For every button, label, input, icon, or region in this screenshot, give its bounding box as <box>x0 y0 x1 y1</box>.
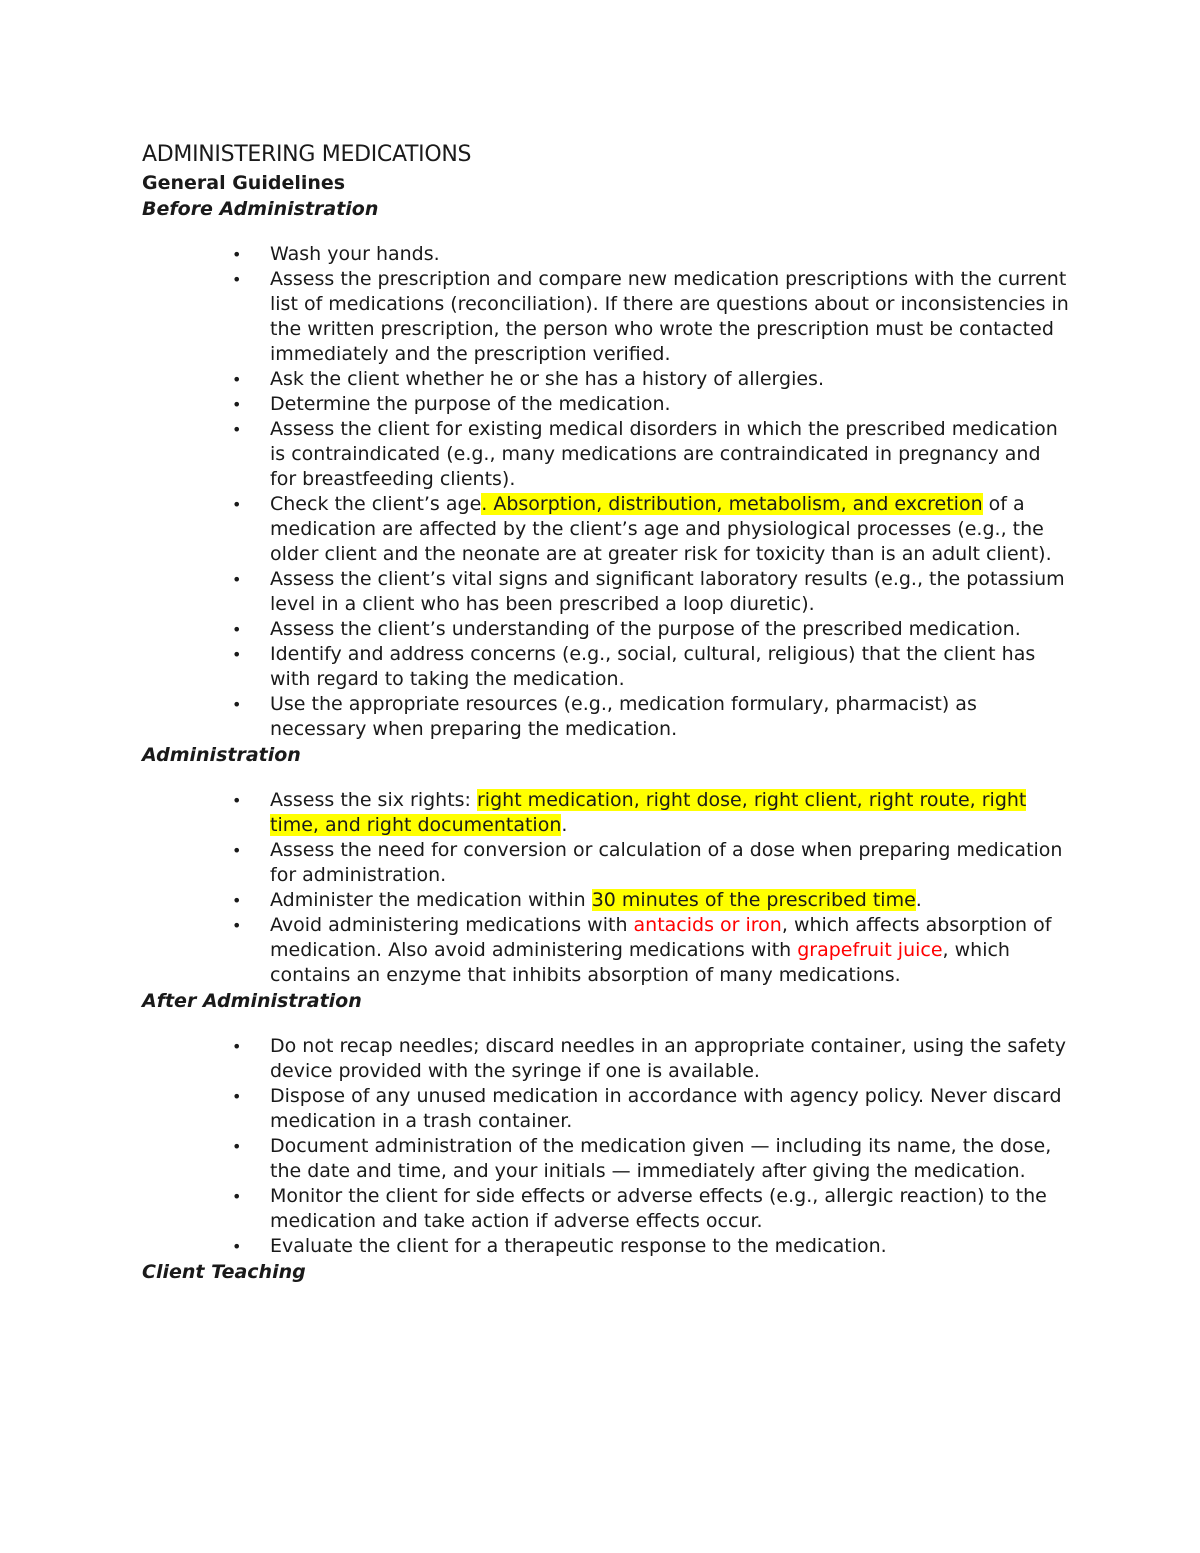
item-text: Determine the purpose of the medication. <box>270 393 671 415</box>
item-text: Dispose of any unused medication in accordance with agency policy. Never discard medication in a trash container. <box>270 1085 1062 1132</box>
list-item <box>142 1084 1072 1134</box>
list-item <box>142 617 1072 642</box>
list-item <box>142 888 1072 913</box>
section-heading: Administration <box>142 744 301 766</box>
bullet-icon: • <box>232 270 242 289</box>
list-item <box>142 417 1072 492</box>
sections-container <box>142 196 1072 1285</box>
bullet-icon: • <box>232 395 242 414</box>
bullet-list <box>142 1034 1072 1259</box>
list-item <box>142 1034 1072 1084</box>
list-item <box>142 838 1072 888</box>
section-heading: After Administration <box>142 990 362 1012</box>
item-text: Avoid administering medications with <box>270 914 634 936</box>
bullet-icon: • <box>232 495 242 514</box>
bullet-icon: • <box>232 645 242 664</box>
list-item <box>142 1184 1072 1234</box>
item-text: Assess the client’s vital signs and significant laboratory results (e.g., the potassium level in a client who has been prescribed a loop diuretic). <box>270 568 1065 615</box>
highlighted-text: . Absorption, distribution, metabolism, and excretion <box>481 493 983 515</box>
item-text: Administer the medication within <box>270 889 592 911</box>
bullet-icon: • <box>232 1087 242 1106</box>
red-emphasis-text: antacids or iron <box>633 914 782 936</box>
item-text: Do not recap needles; discard needles in an appropriate container, using the safety device provided with the syringe if one is available. <box>270 1035 1066 1082</box>
bullet-list <box>142 788 1072 988</box>
item-text: Use the appropriate resources (e.g., medication formulary, pharmacist) as necessary when preparing the medication. <box>270 693 977 740</box>
bullet-icon: • <box>232 891 242 910</box>
item-text: Ask the client whether he or she has a history of allergies. <box>270 368 824 390</box>
bullet-list <box>142 242 1072 742</box>
section-heading: Client Teaching <box>142 1261 306 1283</box>
item-text: Check the client’s age <box>270 493 482 515</box>
bullet-icon: • <box>232 370 242 389</box>
list-item <box>142 492 1072 567</box>
item-text: Assess the need for conversion or calculation of a dose when preparing medication for administration. <box>270 839 1063 886</box>
item-text: Assess the client’s understanding of the purpose of the prescribed medication. <box>270 618 1021 640</box>
bullet-icon: • <box>232 620 242 639</box>
red-emphasis-text: grapefruit juice <box>797 939 943 961</box>
section-heading: Before Administration <box>142 198 379 220</box>
item-text: . <box>915 889 922 911</box>
item-text: Assess the six rights: <box>270 789 477 811</box>
item-text: Assess the prescription and compare new medication prescriptions with the current list of medications (reconciliation). If there are questions about or inconsistencies in the written prescription, the person who wrote the prescription must be contacted immediately and the prescription verified. <box>270 268 1069 365</box>
bullet-icon: • <box>232 1037 242 1056</box>
bullet-icon: • <box>232 245 242 264</box>
bullet-icon: • <box>232 570 242 589</box>
bullet-icon: • <box>232 1137 242 1156</box>
bullet-icon: • <box>232 791 242 810</box>
highlighted-text: 30 minutes of the prescribed time <box>591 889 916 911</box>
item-text: , which affects absorption of medication. Also avoid administering medications with <box>270 914 1052 961</box>
item-text: Evaluate the client for a therapeutic response to the medication. <box>270 1235 887 1257</box>
item-text: Document administration of the medication given — including its name, the dose, the date and time, and your initials — immediately after giving the medication. <box>270 1135 1052 1182</box>
list-item <box>142 242 1072 267</box>
item-text: Monitor the client for side effects or adverse effects (e.g., allergic reaction) to the medication and take action if adverse effects occur. <box>270 1185 1047 1232</box>
list-item <box>142 267 1072 367</box>
list-item <box>142 692 1072 742</box>
list-item <box>142 1234 1072 1259</box>
item-text: . <box>561 814 568 836</box>
bullet-icon: • <box>232 916 242 935</box>
list-item <box>142 1134 1072 1184</box>
bullet-icon: • <box>232 420 242 439</box>
bullet-icon: • <box>232 695 242 714</box>
list-item <box>142 392 1072 417</box>
list-item <box>142 788 1072 838</box>
item-text: of a medication are affected by the client’s age and physiological processes (e.g., the older client and the neonate are at greater risk for toxicity than is an adult client). <box>270 493 1052 565</box>
bullet-icon: • <box>232 841 242 860</box>
document-subtitle: General Guidelines <box>142 172 346 194</box>
item-text: Identify and address concerns (e.g., social, cultural, religious) that the client has with regard to taking the medication. <box>270 643 1036 690</box>
bullet-icon: • <box>232 1237 242 1256</box>
bullet-icon: • <box>232 1187 242 1206</box>
list-item <box>142 367 1072 392</box>
document-page <box>142 140 1072 1285</box>
list-item <box>142 913 1072 988</box>
item-text: , which contains an enzyme that inhibits absorption of many medications. <box>270 939 1010 986</box>
item-text: Wash your hands. <box>270 243 440 265</box>
item-text: Assess the client for existing medical disorders in which the prescribed medication is contraindicated (e.g., many medications are contraindicated in pregnancy and for breastfeeding clients). <box>270 418 1058 490</box>
highlighted-text: right medication, right dose, right client, right route, right time, and right documentation <box>270 789 1027 836</box>
list-item <box>142 567 1072 617</box>
list-item <box>142 642 1072 692</box>
document-title: ADMINISTERING MEDICATIONS <box>142 142 472 167</box>
